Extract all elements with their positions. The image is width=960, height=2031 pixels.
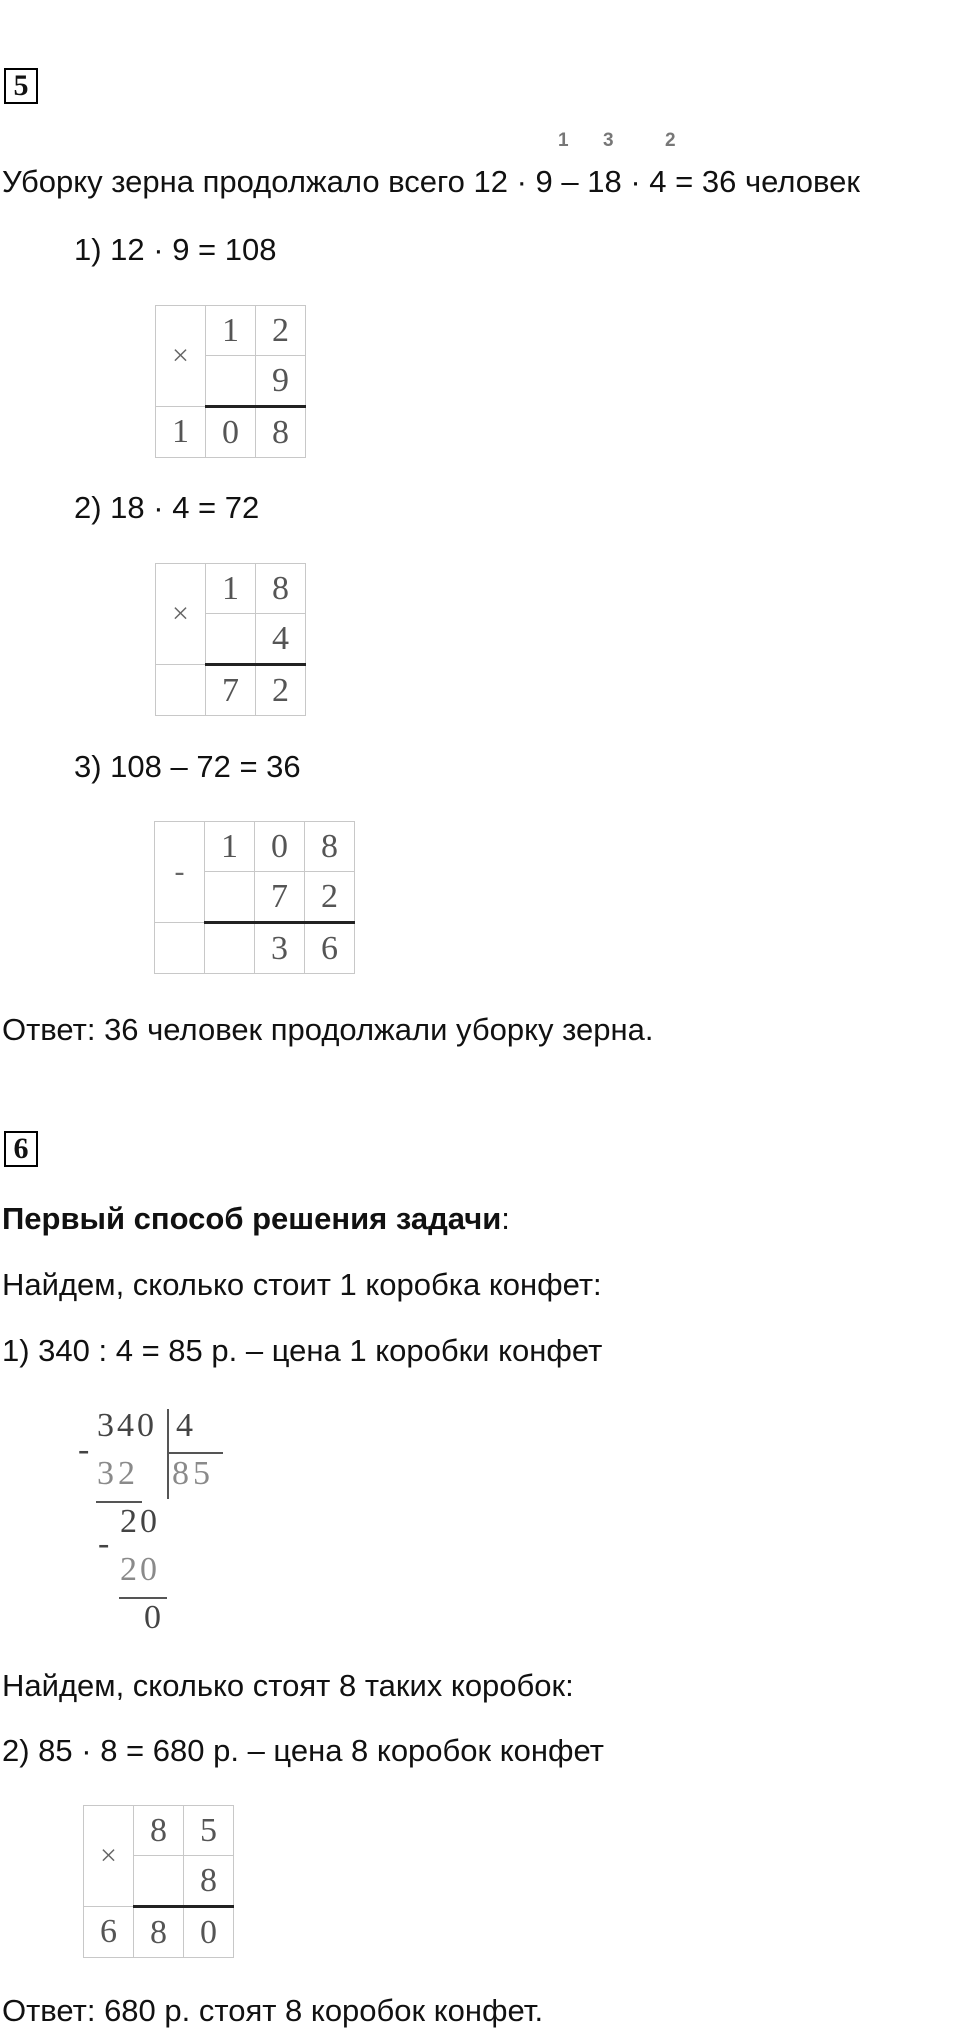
operator: × (156, 306, 206, 407)
division-vertical-line (167, 1409, 169, 1499)
task5-step3: 3) 108 – 72 = 36 (74, 749, 301, 784)
digit: 5 (184, 1806, 234, 1856)
digit: 9 (256, 356, 306, 407)
remainder-final: 0 (144, 1599, 161, 1636)
task5-statement: Уборку зерна продолжало всего 12 · 9 – 18 · 4 = 36 человек (2, 164, 860, 199)
remainder-1: 20 (120, 1503, 160, 1540)
order-mark-3: 2 (665, 130, 676, 151)
method-bold-text: Первый способ решения задачи (2, 1201, 502, 1236)
digit: 3 (255, 923, 305, 974)
digit: 0 (184, 1907, 234, 1958)
minus-sign-2: - (98, 1525, 110, 1562)
task-number-5: 5 (4, 68, 38, 104)
task5-step2: 2) 18 · 4 = 72 (74, 490, 260, 525)
digit: 1 (156, 407, 206, 458)
digit (206, 614, 256, 665)
dividend: 340 (97, 1407, 157, 1444)
digit: 1 (205, 822, 255, 872)
digit (205, 923, 255, 974)
task5-step1: 1) 12 · 9 = 108 (74, 232, 277, 267)
digit: 8 (256, 564, 306, 614)
order-mark-1: 1 (558, 130, 569, 151)
digit: 8 (184, 1856, 234, 1907)
digit: 7 (206, 665, 256, 716)
digit: 8 (305, 822, 355, 872)
digit: 8 (256, 407, 306, 458)
task6-method-heading (2, 1201, 510, 1237)
digit (155, 923, 205, 974)
task-number-6: 6 (4, 1131, 38, 1167)
task6-find1: Найдем, сколько стоит 1 коробка конфет: (2, 1267, 602, 1302)
digit: 2 (256, 665, 306, 716)
digit: 6 (305, 923, 355, 974)
long-division (75, 1405, 235, 1645)
digit (156, 665, 206, 716)
digit: 0 (206, 407, 256, 458)
divisor: 4 (176, 1407, 193, 1444)
task6-step2: 2) 85 · 8 = 680 р. – цена 8 коробок конфет (2, 1733, 604, 1768)
digit: 6 (84, 1907, 134, 1958)
digit (134, 1856, 184, 1907)
task6-answer: Ответ: 680 р. стоят 8 коробок конфет. (2, 1993, 544, 2028)
digit: 2 (305, 872, 355, 923)
digit: 7 (255, 872, 305, 923)
digit: 8 (134, 1907, 184, 1958)
digit (205, 872, 255, 923)
digit: 4 (256, 614, 306, 665)
digit (206, 356, 256, 407)
quotient-line (169, 1452, 223, 1454)
quotient: 85 (172, 1455, 214, 1492)
digit: 8 (134, 1806, 184, 1856)
task5-answer: Ответ: 36 человек продолжали уборку зерна. (2, 1012, 654, 1047)
order-mark-2: 3 (603, 130, 614, 151)
task6-step1: 1) 340 : 4 = 85 р. – цена 1 коробки конфет (2, 1333, 603, 1368)
multiplication-table-3 (83, 1805, 234, 1958)
subtrahend-2: 20 (120, 1551, 160, 1588)
digit: 2 (256, 306, 306, 356)
operator: × (84, 1806, 134, 1907)
operator: × (156, 564, 206, 665)
minus-sign-1: - (78, 1431, 90, 1468)
digit: 0 (255, 822, 305, 872)
method-colon: : (501, 1201, 510, 1236)
operator: - (155, 822, 205, 923)
digit: 1 (206, 306, 256, 356)
multiplication-table-2 (155, 563, 306, 716)
task6-find2: Найдем, сколько стоят 8 таких коробок: (2, 1668, 574, 1703)
subtrahend-1: 32 (97, 1455, 139, 1492)
subtraction-table (154, 821, 355, 974)
multiplication-table-1 (155, 305, 306, 458)
digit: 1 (206, 564, 256, 614)
